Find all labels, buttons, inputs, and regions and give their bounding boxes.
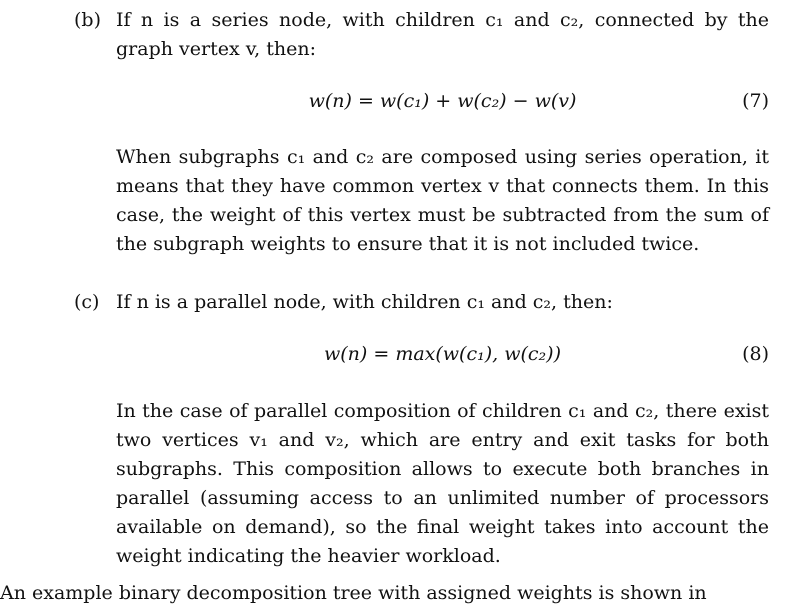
item-b-intro	[116, 6, 769, 64]
item-b-explanation-text: When subgraphs c₁ and c₂ are composed using series operation, it means that they have common vertex v that connects them. In this case, the weight of this vertex must be subtracted from the sum of the subgraph weights to ensure that it is not included twice.	[116, 146, 769, 255]
equation-8-formula: w(n) = max(w(c₁), w(c₂))	[324, 343, 561, 365]
item-b-explanation	[116, 143, 769, 259]
list-marker-c: (c)	[74, 291, 100, 313]
item-b-intro-text: If n is a series node, with children c₁ and c₂, connected by the graph vertex v, then:	[116, 9, 769, 60]
item-c-intro	[116, 288, 769, 317]
equation-7-number: (7)	[742, 90, 769, 112]
item-c-intro-text: If n is a parallel node, with children c₁ and c₂, then:	[116, 291, 613, 313]
closing-paragraph: An example binary decomposition tree with assigned weights is shown in	[0, 582, 707, 604]
equation-8-number: (8)	[742, 343, 769, 365]
item-c-explanation-text: In the case of parallel composition of children c₁ and c₂, there exist two vertices v₁ and v₂, which are entry and exit tasks for both subgraphs. This composition allows to execute both branches in parallel (assuming access to an unlimited number of processors available on demand), so the final weight takes into account the weight indicating the heavier workload.	[116, 400, 769, 567]
item-c-explanation	[116, 397, 769, 571]
equation-7	[116, 86, 769, 116]
equation-7-formula: w(n) = w(c₁) + w(c₂) − w(v)	[308, 90, 577, 112]
equation-8	[116, 339, 769, 369]
list-marker-b: (b)	[74, 9, 101, 31]
